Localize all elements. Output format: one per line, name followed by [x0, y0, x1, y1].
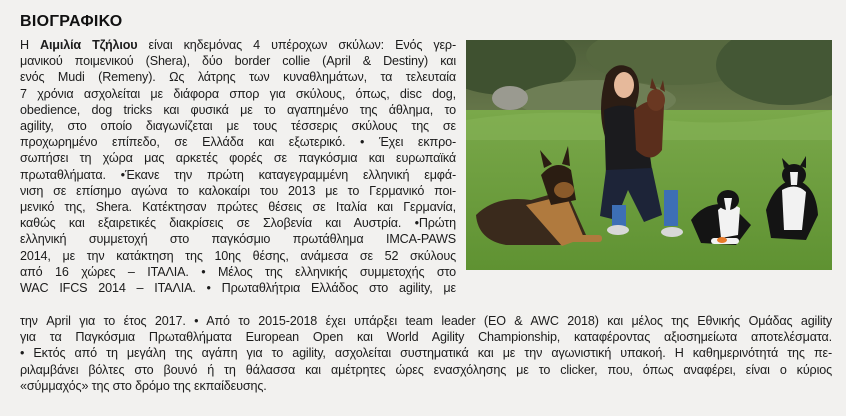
- full-line: • Εκτός από τη μεγάλη της αγάπη για το agility, ασχολείται συστηματικά και με την αγωνιστική υπακοή. Η καθημερινότητά της πε-: [20, 346, 832, 361]
- column-line: ενός Mudi (Remeny). Ως λάτρης των κυναθλημάτων, τα τελευταία: [20, 70, 456, 85]
- column-line: ελληνική συμμετοχή στο παγκόσμιο πρωτάθλημα IMCA-PAWS: [20, 232, 456, 247]
- column-line: WAC IFCS 2014 – ΙΤΑΛΙΑ. • Πρωταθλήτρια Ελλάδος στο agility, με: [20, 281, 456, 296]
- full-line: την April για το έτος 2017. • Από το 2015-2018 έχει υπάρξει team leader (EO & AWC 2018) και μέλος της Εθνικής Ομάδας agility: [20, 314, 832, 328]
- column-line: πρωταθλήματα. •Έκανε την πρώτη καταγεγραμμένη ελληνική εμφά-: [20, 167, 456, 182]
- column-line: προχωρημένο επίπεδο, σε Ελλάδα και εξωτερικό. • Έχει εκπρο-: [20, 135, 456, 150]
- column-line: από 16 χώρες – ΙΤΑΛΙΑ. • Μέλος της ελληνικής συμμετοχής στο: [20, 264, 456, 279]
- column-line: agility, στο οποίο διαγωνίζεται με τους τέσσερις σκύλους της σε: [20, 119, 456, 134]
- column-line: obedience, dog tricks και φυσικά με το αγαπημένο της άθλημα, το: [20, 102, 456, 117]
- column-line: καθώς και εξαιρετικές διακρίσεις σε Σλοβενία και Αυστρία. •Πρώτη: [20, 216, 456, 231]
- article-heading: ΒΙΟΓΡΑΦΙΚΟ: [20, 13, 123, 30]
- column-line: νιση σε επίσημο αγώνα το καλοκαίρι του 2013 με το Γερμανικό ποι-: [20, 183, 456, 198]
- intro-prefix: Η: [20, 38, 41, 52]
- column-line: 7 χρόνια ασχολείται με διάφορα σπορ για σκύλους, όπως, disc dog,: [20, 86, 456, 101]
- column-line: 2014, με την κατάκτηση της 10ης θέσης, ανάμεσα σε 52 σκύλους: [20, 248, 456, 263]
- full-line: ριλαμβάνει βόλτες στο βουνό ή τη θάλασσα και αμέτρητες ώρες ενασχόλησης με το clicker, που, όπως αναφέρει, είναι ο κύριος: [20, 362, 832, 377]
- column-line: σωπήσει τη χώρα μας αρκετές φορές σε παγκόσμια και ευρωπαϊκά: [20, 151, 456, 166]
- column-line: μανικού ποιμενικού (Shera), δύο border collie (April & Destiny) και: [20, 54, 456, 69]
- column-line: είναι κηδεμόνας 4 υπέροχων σκύλων: Ενός γερ-: [137, 38, 456, 52]
- column-line: μενικό της, Shera. Κατέκτησαν πρώτες θέσεις σε Ιταλία και Γερμανία,: [20, 200, 456, 215]
- biography-closing-line: «σύμμαχός» της στο δρόμο της εκπαίδευσης.: [20, 379, 267, 393]
- person-name: Αιμιλία Τζήλιου: [40, 38, 138, 52]
- photo-woman-with-dogs: [466, 40, 832, 270]
- biography-column-text: [20, 37, 456, 296]
- biography-full-width-text: [20, 313, 832, 378]
- full-line: για τα Παγκόσμια Πρωταθλήματα European Open και World Agility Championship, καταφέροντας αξιοσημείωτα αποτελέσματα.: [20, 330, 832, 345]
